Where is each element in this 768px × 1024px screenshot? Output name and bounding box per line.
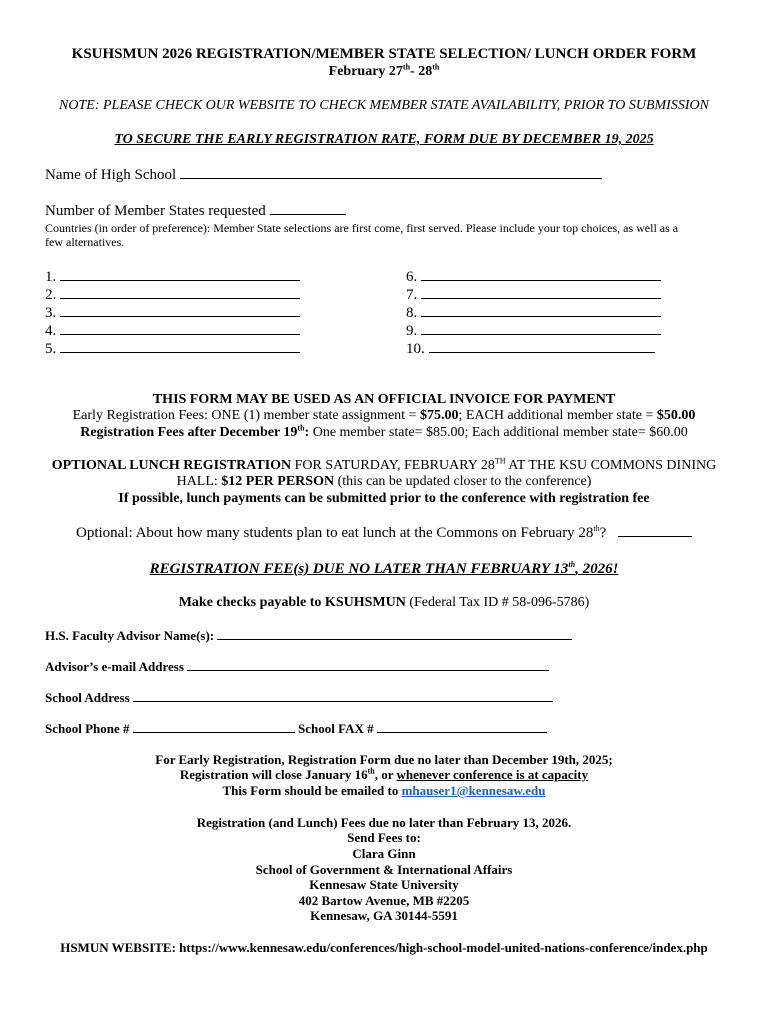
invoice-heading: THIS FORM MAY BE USED AS AN OFFICIAL INVOICE FOR PAYMENT bbox=[152, 392, 616, 407]
lunch-count-input-line[interactable] bbox=[618, 524, 692, 537]
address-line-2: School of Government & International Affairs bbox=[255, 862, 513, 877]
school-address-input-line[interactable] bbox=[133, 689, 553, 702]
fee-due-notice: REGISTRATION FEE(s) DUE NO LATER THAN FEBRUARY 13th, 2026! bbox=[149, 560, 619, 577]
lunch-count-field[interactable] bbox=[76, 524, 692, 542]
high-school-name-field[interactable] bbox=[45, 166, 602, 184]
high-school-name-label: Name of High School bbox=[45, 167, 177, 183]
school-address-field[interactable] bbox=[45, 689, 553, 706]
choice-8-line[interactable] bbox=[421, 304, 661, 317]
member-states-count-input-line[interactable] bbox=[270, 202, 346, 215]
choice-5[interactable]: 5. bbox=[45, 340, 300, 358]
checks-payable-line: Make checks payable to KSUHSMUN (Federal Tax ID # 58-096-5786) bbox=[178, 595, 590, 610]
choice-6-line[interactable] bbox=[421, 268, 661, 281]
choice-7-line[interactable] bbox=[421, 286, 661, 299]
choice-4-line[interactable] bbox=[60, 322, 300, 335]
registration-close-line: Registration will close January 16th, or whenever conference is at capacity bbox=[179, 766, 589, 782]
choice-7[interactable]: 7. bbox=[406, 286, 661, 304]
school-address-label: School Address bbox=[45, 690, 130, 705]
lunch-registration-line-2: HALL: $12 PER PERSON (this can be updated closer to the conference) bbox=[176, 474, 592, 489]
form-title: KSUHSMUN 2026 REGISTRATION/MEMBER STATE SELECTION/ LUNCH ORDER FORM bbox=[71, 46, 697, 62]
choice-10[interactable]: 10. bbox=[406, 340, 655, 358]
contact-email-link[interactable]: mhauser1@kennesaw.edu bbox=[401, 783, 546, 798]
early-fees-line: Early Registration Fees: ONE (1) member state assignment = $75.00; EACH additional member state = $50.00 bbox=[72, 408, 696, 423]
choice-8[interactable]: 8. bbox=[406, 304, 661, 322]
choice-9-line[interactable] bbox=[421, 322, 661, 335]
early-registration-footer: For Early Registration, Registration Form due no later than December 19th, 2025; bbox=[155, 752, 613, 767]
advisor-email-field[interactable] bbox=[45, 658, 549, 675]
choice-4[interactable]: 4. bbox=[45, 322, 300, 340]
member-states-count-field[interactable] bbox=[45, 202, 346, 220]
choice-6[interactable]: 6. bbox=[406, 268, 661, 286]
member-states-instructions-1: Countries (in order of preference): Member State selections are first come, first served. Please include your top choices, as well as a bbox=[45, 221, 679, 235]
member-states-instructions-2: few alternatives. bbox=[45, 235, 125, 249]
choice-3-line[interactable] bbox=[60, 304, 300, 317]
advisor-name-input-line[interactable] bbox=[217, 627, 572, 640]
school-fax-input-line[interactable] bbox=[377, 720, 547, 733]
address-line-4: 402 Bartow Avenue, MB #2205 bbox=[298, 893, 470, 908]
choice-1[interactable]: 1. bbox=[45, 268, 300, 286]
advisor-email-label: Advisor’s e-mail Address bbox=[45, 659, 184, 674]
address-line-5: Kennesaw, GA 30144-5591 bbox=[310, 908, 458, 923]
choice-2-line[interactable] bbox=[60, 286, 300, 299]
choice-1-line[interactable] bbox=[60, 268, 300, 281]
member-states-count-label: Number of Member States requested bbox=[45, 203, 266, 219]
lunch-registration-line-1: OPTIONAL LUNCH REGISTRATION FOR SATURDAY, FEBRUARY 28TH AT THE KSU COMMONS DINING bbox=[51, 456, 717, 473]
choice-10-line[interactable] bbox=[429, 340, 655, 353]
availability-note: NOTE: PLEASE CHECK OUR WEBSITE TO CHECK MEMBER STATE AVAILABILITY, PRIOR TO SUBMISSION bbox=[59, 98, 709, 113]
choice-5-line[interactable] bbox=[60, 340, 300, 353]
send-fees-label: Send Fees to: bbox=[347, 830, 421, 845]
late-fees-line: Registration Fees after December 19th: One member state= $85.00; Each additional member state= $60.00 bbox=[80, 423, 688, 440]
address-line-3: Kennesaw State University bbox=[309, 877, 459, 892]
address-line-1: Clara Ginn bbox=[352, 846, 416, 861]
advisor-email-input-line[interactable] bbox=[187, 658, 549, 671]
school-phone-input-line[interactable] bbox=[133, 720, 295, 733]
choice-9[interactable]: 9. bbox=[406, 322, 661, 340]
email-instruction-line: This Form should be emailed to mhauser1@kennesaw.edu bbox=[222, 783, 546, 798]
school-fax-label: School FAX # bbox=[298, 721, 374, 736]
conference-dates: February 27th- 28th bbox=[328, 62, 440, 79]
school-phone-fax-fields[interactable] bbox=[45, 720, 547, 737]
choice-2[interactable]: 2. bbox=[45, 286, 300, 304]
school-phone-label: School Phone # bbox=[45, 721, 130, 736]
website-line: HSMUN WEBSITE: https://www.kennesaw.edu/conferences/high-school-model-united-nations-conference/index.php bbox=[60, 940, 708, 955]
fees-due-footer: Registration (and Lunch) Fees due no later than February 13, 2026. bbox=[196, 815, 572, 830]
early-deadline-notice: TO SECURE THE EARLY REGISTRATION RATE, FORM DUE BY DECEMBER 19, 2025 bbox=[114, 132, 654, 147]
high-school-name-input-line[interactable] bbox=[180, 166, 602, 179]
choice-3[interactable]: 3. bbox=[45, 304, 300, 322]
advisor-name-label: H.S. Faculty Advisor Name(s): bbox=[45, 628, 215, 643]
advisor-name-field[interactable] bbox=[45, 627, 572, 644]
lunch-payment-note: If possible, lunch payments can be submitted prior to the conference with registration fee bbox=[118, 491, 650, 506]
lunch-count-question: Optional: About how many students plan to eat lunch at the Commons on February 28th? bbox=[76, 524, 607, 541]
